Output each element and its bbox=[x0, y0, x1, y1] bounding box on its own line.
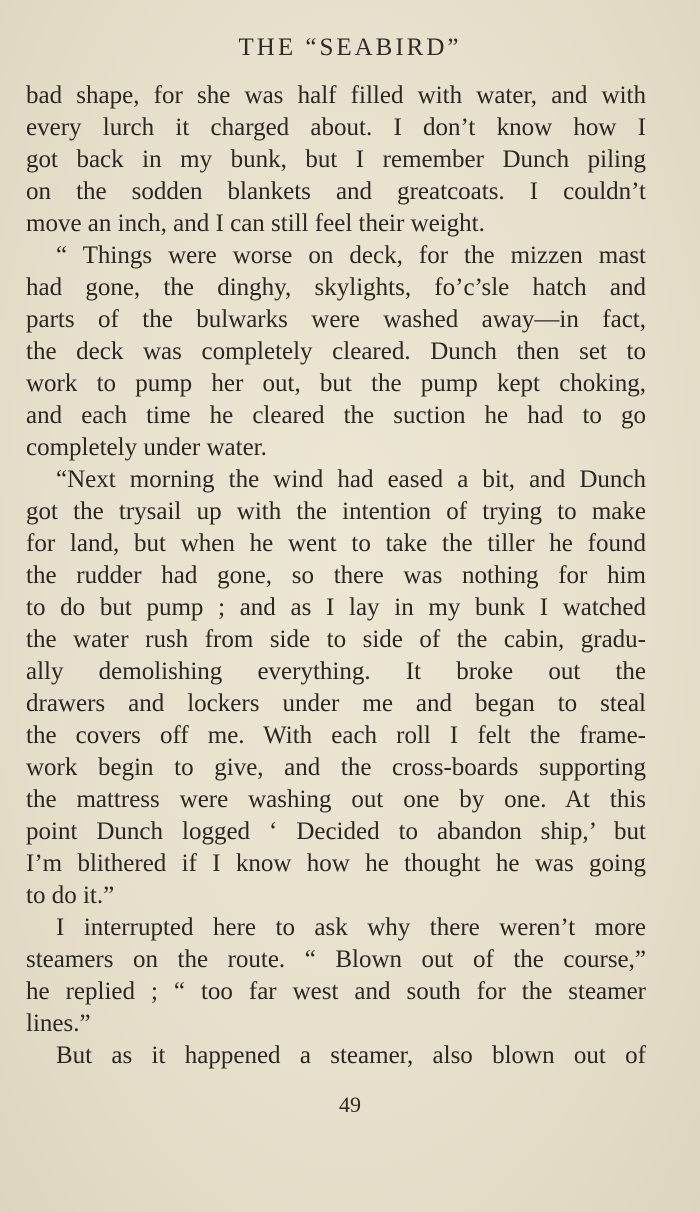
body-text bbox=[26, 80, 646, 1072]
page-number: 49 bbox=[339, 1092, 361, 1117]
text-line: to do but pump ; and as I lay in my bunk I watched bbox=[26, 594, 646, 621]
text-line: the mattress were washing out one by one. At this bbox=[26, 786, 646, 813]
text-line: he replied ; “ too far west and south for the steamer bbox=[26, 978, 646, 1005]
text-line: the water rush from side to side of the cabin, gradu- bbox=[26, 626, 646, 653]
text-line: steamers on the route. “ Blown out of the course,” bbox=[26, 946, 646, 973]
text-line: move an inch, and I can still feel their weight. bbox=[26, 210, 485, 237]
text-line: drawers and lockers under me and began to steal bbox=[26, 690, 646, 717]
text-line: on the sodden blankets and greatcoats. I couldn’t bbox=[26, 178, 646, 205]
text-line: got the trysail up with the intention of trying to make bbox=[26, 498, 646, 525]
text-line: parts of the bulwarks were washed away—in fact, bbox=[26, 306, 646, 333]
text-line: the rudder had gone, so there was nothing for him bbox=[26, 562, 646, 589]
text-line: “Next morning the wind had eased a bit, and Dunch bbox=[56, 466, 646, 493]
text-line: bad shape, for she was half filled with water, and with bbox=[26, 82, 646, 109]
text-line: “ Things were worse on deck, for the mizzen mast bbox=[56, 242, 646, 269]
text-line: for land, but when he went to take the tiller he found bbox=[26, 530, 646, 557]
running-head: THE “SEABIRD” bbox=[238, 34, 462, 61]
text-line: had gone, the dinghy, skylights, fo’c’sle hatch and bbox=[26, 274, 646, 301]
text-line: I’m blithered if I know how he thought he was going bbox=[26, 850, 646, 877]
text-line: got back in my bunk, but I remember Dunch piling bbox=[26, 146, 646, 173]
text-line: work to pump her out, but the pump kept choking, bbox=[26, 370, 646, 397]
text-line: to do it.” bbox=[26, 882, 115, 909]
text-line: point Dunch logged ‘ Decided to abandon ship,’ but bbox=[26, 818, 646, 845]
text-line: completely under water. bbox=[26, 434, 267, 461]
text-line: and each time he cleared the suction he had to go bbox=[26, 402, 646, 429]
text-line: ally demolishing everything. It broke out the bbox=[26, 658, 646, 685]
text-line: work begin to give, and the cross-boards supporting bbox=[26, 754, 646, 781]
text-line: lines.” bbox=[26, 1010, 91, 1037]
text-line: the deck was completely cleared. Dunch then set to bbox=[26, 338, 646, 365]
text-line: I interrupted here to ask why there weren’t more bbox=[56, 914, 646, 941]
text-line: the covers off me. With each roll I felt the frame- bbox=[26, 722, 646, 749]
text-line: But as it happened a steamer, also blown out of bbox=[56, 1042, 646, 1069]
text-line: every lurch it charged about. I don’t know how I bbox=[26, 114, 646, 141]
